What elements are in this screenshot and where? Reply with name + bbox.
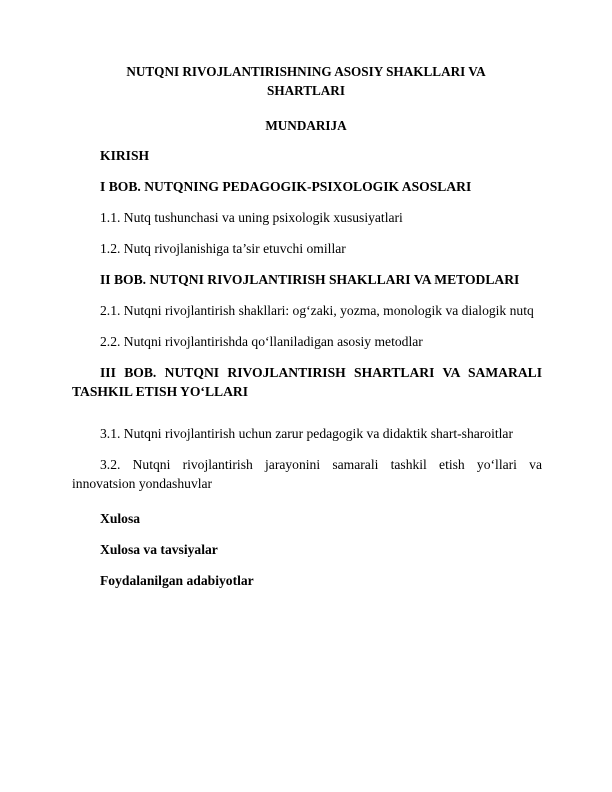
toc-entry-introduction: KIRISH bbox=[100, 148, 150, 163]
toc-entry-section-2-2: 2.2. Nutqni rivojlantirishda qo‘llaniladigan asosiy metodlar bbox=[100, 334, 423, 349]
document-title-line-2: SHARTLARI bbox=[267, 83, 345, 98]
toc-entry-section-1-1: 1.1. Nutq tushunchasi va uning psixologik xususiyatlari bbox=[100, 210, 403, 225]
toc-entry-section-3-2-line-2: innovatsion yondashuvlar bbox=[72, 476, 213, 491]
toc-entry-chapter-1: I BOB. NUTQNING PEDAGOGIK-PSIXOLOGIK ASOSLARI bbox=[100, 179, 472, 194]
toc-entry-chapter-3 bbox=[72, 363, 542, 401]
toc-entry-section-3-2 bbox=[72, 455, 542, 493]
contents-heading: MUNDARIJA bbox=[265, 118, 347, 133]
toc-entry-section-3-2-line-1: 3.2. Nutqni rivojlantirish jarayonini samarali tashkil etish yo‘llari va bbox=[100, 457, 542, 472]
toc-entry-chapter-3-line-2: TASHKIL ETISH YO‘LLARI bbox=[72, 384, 249, 399]
toc-entry-section-2-1: 2.1. Nutqni rivojlantirish shakllari: og‘zaki, yozma, monologik va dialogik nutq bbox=[100, 303, 534, 318]
toc-entry-conclusion-recommendations: Xulosa va tavsiyalar bbox=[100, 542, 218, 557]
toc-entry-chapter-3-line-1: III BOB. NUTQNI RIVOJLANTIRISH SHARTLARI VA SAMARALI bbox=[100, 365, 542, 380]
toc-entry-section-1-2: 1.2. Nutq rivojlanishiga ta’sir etuvchi omillar bbox=[100, 241, 346, 256]
toc-entry-conclusion: Xulosa bbox=[100, 511, 141, 526]
document-title-line-1: NUTQNI RIVOJLANTIRISHNING ASOSIY SHAKLLARI VA bbox=[126, 64, 486, 79]
toc-entry-references: Foydalanilgan adabiyotlar bbox=[100, 573, 254, 588]
toc-entry-chapter-2: II BOB. NUTQNI RIVOJLANTIRISH SHAKLLARI VA METODLARI bbox=[100, 272, 520, 287]
toc-entry-section-3-1: 3.1. Nutqni rivojlantirish uchun zarur pedagogik va didaktik shart-sharoitlar bbox=[100, 426, 513, 441]
